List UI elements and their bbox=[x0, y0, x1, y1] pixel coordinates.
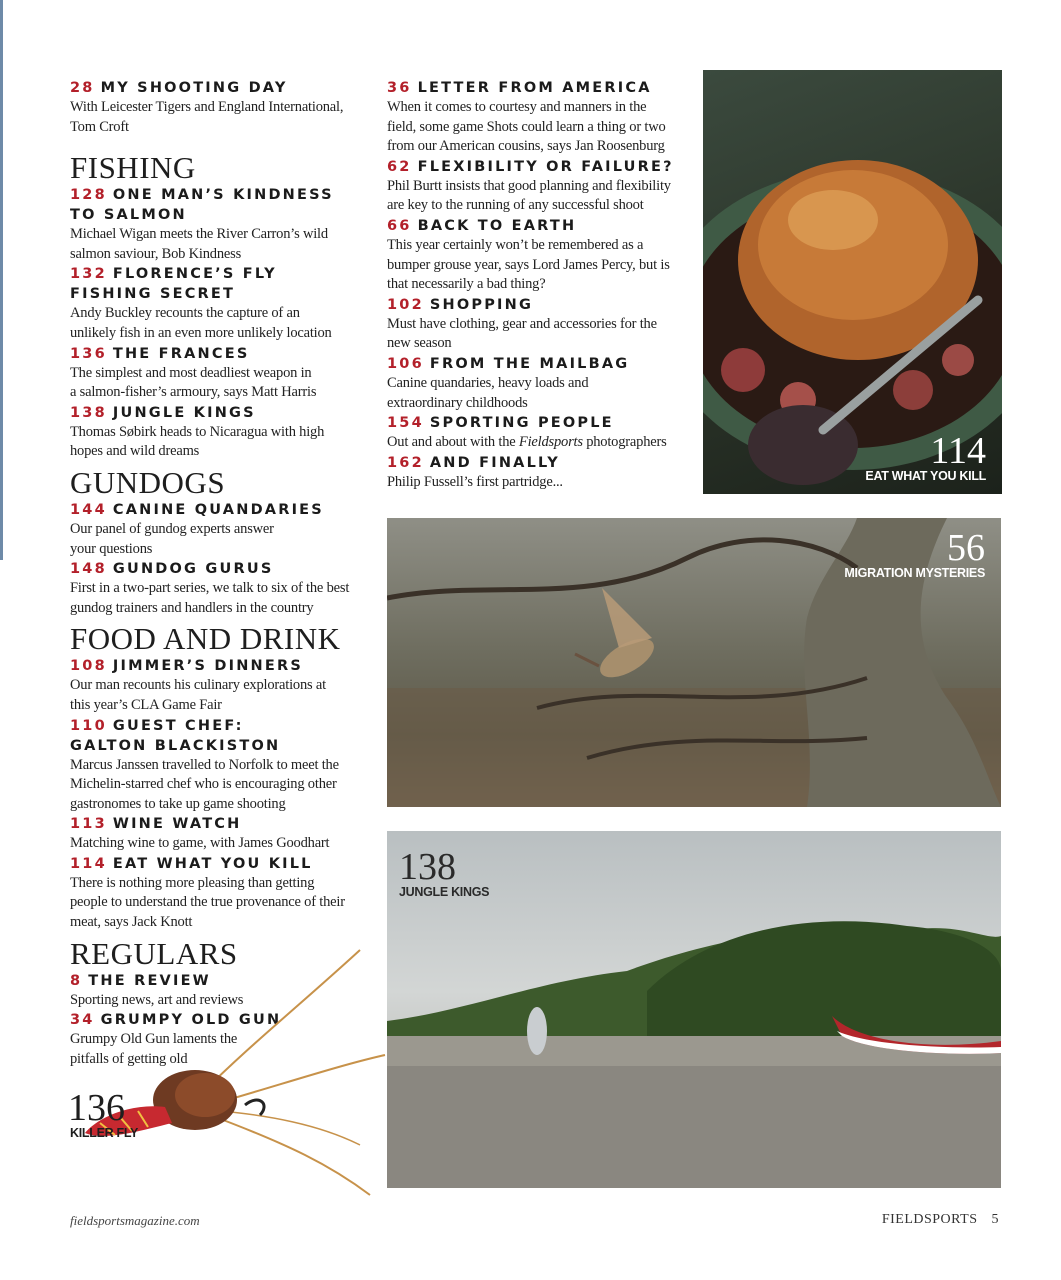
footer-page-number: 5 bbox=[991, 1212, 999, 1227]
entry-page-number: 108 bbox=[70, 658, 107, 675]
entry-page-number: 8 bbox=[70, 972, 83, 989]
entry-desc: Marcus Janssen travelled to Norfolk to meet the bbox=[70, 756, 339, 773]
entry-desc: The simplest and most deadliest weapon in bbox=[70, 364, 312, 381]
toc-entry[interactable] bbox=[70, 185, 370, 264]
entry-title: AND FINALLY bbox=[429, 454, 560, 471]
page-spine bbox=[0, 0, 3, 560]
photo-label: EAT WHAT YOU KILL bbox=[865, 469, 986, 483]
toc-entry[interactable] bbox=[70, 403, 370, 462]
killer-fly-feature[interactable] bbox=[60, 945, 390, 1215]
entry-desc: this year’s CLA Game Fair bbox=[70, 696, 222, 713]
entry-desc: This year certainly won’t be remembered as a bbox=[387, 236, 644, 253]
entry-desc: people to understand the true provenance of their bbox=[70, 894, 345, 911]
entry-desc: Matching wine to game, with James Goodhart bbox=[70, 835, 330, 852]
entry-page-number: 36 bbox=[387, 80, 412, 96]
toc-entry[interactable] bbox=[387, 295, 697, 354]
toc-entry[interactable] bbox=[70, 559, 370, 618]
entry-title: GRUMPY OLD GUN bbox=[100, 1012, 282, 1029]
entry-desc: Tom Croft bbox=[70, 118, 129, 135]
entry-title: SPORTING PEOPLE bbox=[429, 415, 614, 432]
entry-desc: Michelin-starred chef who is encouraging other bbox=[70, 776, 337, 793]
entry-desc: There is nothing more pleasing than getting bbox=[70, 874, 315, 891]
entry-page-number: 114 bbox=[70, 855, 107, 872]
photo-caption bbox=[844, 527, 985, 580]
entry-desc: Philip Fussell’s first partridge... bbox=[387, 473, 563, 490]
entry-title: FLEXIBILITY OR FAILURE? bbox=[417, 158, 674, 175]
entry-desc: Michael Wigan meets the River Carron’s wild bbox=[70, 226, 328, 243]
entry-page-number: 66 bbox=[387, 217, 412, 234]
entry-desc: Out and about with the Fieldsports photographers bbox=[387, 434, 667, 451]
entry-title: WINE WATCH bbox=[112, 816, 242, 833]
entry-desc: a salmon-fisher’s armoury, says Matt Harris bbox=[70, 384, 317, 401]
entry-title: FISHING SECRET bbox=[70, 286, 236, 303]
left-column bbox=[70, 78, 370, 1069]
entry-desc: that necessarily a bad thing? bbox=[387, 276, 546, 293]
entry-title: LETTER FROM AMERICA bbox=[417, 80, 652, 96]
entry-page-number: 102 bbox=[387, 296, 424, 313]
woodcock-painting[interactable] bbox=[387, 518, 1001, 807]
entry-desc: gundog trainers and handlers in the country bbox=[70, 599, 314, 616]
entry-title: EAT WHAT YOU KILL bbox=[112, 855, 313, 872]
entry-desc: Grumpy Old Gun laments the bbox=[70, 1031, 238, 1048]
entry-title: JIMMER’S DINNERS bbox=[112, 658, 304, 675]
entry-desc: your questions bbox=[70, 540, 153, 557]
entry-title: SHOPPING bbox=[429, 296, 534, 313]
toc-entry[interactable] bbox=[70, 656, 370, 715]
toc-entry[interactable] bbox=[70, 78, 370, 137]
entry-page-number: 154 bbox=[387, 415, 424, 432]
toc-entry[interactable] bbox=[387, 354, 697, 413]
toc-entry[interactable] bbox=[70, 854, 370, 933]
entry-title: BACK TO EARTH bbox=[417, 217, 577, 234]
photo-caption bbox=[399, 846, 490, 899]
section-heading-food-and-drink: FOOD AND DRINK bbox=[70, 621, 341, 657]
entry-page-number: 62 bbox=[387, 158, 412, 175]
entry-page-number: 110 bbox=[70, 717, 107, 734]
entry-desc: With Leicester Tigers and England International, bbox=[70, 99, 344, 115]
toc-entry[interactable] bbox=[70, 344, 370, 403]
section-heading-fishing: FISHING bbox=[70, 150, 196, 186]
entry-title: MY SHOOTING DAY bbox=[100, 80, 288, 96]
middle-column bbox=[387, 78, 697, 492]
toc-entry[interactable] bbox=[70, 264, 370, 343]
entry-desc: Thomas Søbirk heads to Nicaragua with high bbox=[70, 423, 325, 440]
toc-entry[interactable] bbox=[387, 216, 697, 295]
footer-website[interactable]: fieldsportsmagazine.com bbox=[70, 1213, 200, 1228]
entry-desc: Our man recounts his culinary explorations at bbox=[70, 677, 326, 694]
entry-desc: field, some game Shots could learn a thing or two bbox=[387, 118, 666, 135]
entry-page-number: 28 bbox=[70, 80, 95, 96]
footer-folio bbox=[882, 1212, 999, 1228]
entry-desc: Phil Burtt insists that good planning and flexibility bbox=[387, 177, 671, 194]
entry-title: JUNGLE KINGS bbox=[112, 404, 256, 421]
entry-desc: First in a two-part series, we talk to six of the best bbox=[70, 580, 350, 597]
photo-label: MIGRATION MYSTERIES bbox=[844, 566, 985, 580]
entry-title: GUNDOG GURUS bbox=[112, 561, 274, 578]
entry-desc: Andy Buckley recounts the capture of an bbox=[70, 305, 300, 322]
toc-entry[interactable] bbox=[70, 500, 370, 559]
photo-page-number: 138 bbox=[399, 846, 456, 888]
photo-page-number: 56 bbox=[947, 527, 985, 569]
entry-page-number: 132 bbox=[70, 266, 107, 283]
entry-desc: Our panel of gundog experts answer bbox=[70, 520, 274, 537]
entry-title: GUEST CHEF: bbox=[112, 717, 244, 734]
entry-desc: Sporting news, art and reviews bbox=[70, 991, 244, 1008]
photo-page-number: 114 bbox=[930, 430, 986, 472]
photo-page-number: 136 bbox=[68, 1087, 125, 1129]
section-heading-gundogs: GUNDOGS bbox=[70, 464, 226, 500]
toc-entry[interactable] bbox=[70, 716, 370, 815]
fly-caption bbox=[68, 1087, 139, 1140]
photo-label: JUNGLE KINGS bbox=[399, 885, 490, 899]
photo-label: KILLER FLY bbox=[70, 1126, 139, 1140]
entry-desc: hopes and wild dreams bbox=[70, 443, 200, 460]
entry-title: TO SALMON bbox=[70, 207, 187, 224]
entry-page-number: 113 bbox=[70, 816, 107, 833]
entry-title: THE REVIEW bbox=[88, 972, 211, 989]
river-photo[interactable] bbox=[387, 831, 1001, 1188]
food-photo[interactable] bbox=[703, 70, 1002, 494]
section-heading-regulars: REGULARS bbox=[70, 935, 238, 971]
entry-desc: Must have clothing, gear and accessories for the bbox=[387, 315, 657, 332]
entry-title: CANINE QUANDARIES bbox=[112, 501, 324, 518]
entry-desc: are key to the running of any successful shoot bbox=[387, 197, 644, 214]
entry-desc: salmon saviour, Bob Kindness bbox=[70, 245, 242, 262]
entry-title: FROM THE MAILBAG bbox=[429, 355, 630, 372]
entry-desc: from our American cousins, says Jan Roosenburg bbox=[387, 138, 665, 155]
entry-desc: unlikely fish in an even more unlikely location bbox=[70, 324, 332, 341]
toc-entry[interactable] bbox=[387, 157, 697, 216]
entry-desc: bumper grouse year, says Lord James Percy, but is bbox=[387, 256, 670, 273]
entry-desc: pitfalls of getting old bbox=[70, 1050, 188, 1067]
footer-magazine-name: FIELDSPORTS bbox=[881, 1212, 978, 1227]
photo-caption bbox=[865, 430, 986, 483]
entry-desc: meat, says Jack Knott bbox=[70, 914, 193, 931]
entry-desc: Canine quandaries, heavy loads and bbox=[387, 374, 589, 391]
entry-page-number: 144 bbox=[70, 501, 107, 518]
entry-page-number: 106 bbox=[387, 355, 424, 372]
salmon-fly-illustration bbox=[60, 945, 390, 1215]
entry-page-number: 148 bbox=[70, 561, 107, 578]
entry-desc: new season bbox=[387, 335, 452, 352]
entry-desc: gastronomes to take up game shooting bbox=[70, 795, 286, 812]
entry-title: GALTON BLACKISTON bbox=[70, 737, 281, 754]
entry-page-number: 128 bbox=[70, 187, 107, 204]
entry-page-number: 136 bbox=[70, 345, 107, 362]
entry-page-number: 34 bbox=[70, 1012, 95, 1029]
toc-entry[interactable] bbox=[387, 78, 697, 157]
entry-title: THE FRANCES bbox=[112, 345, 250, 362]
toc-entry[interactable] bbox=[387, 413, 697, 453]
entry-title: ONE MAN’S KINDNESS bbox=[112, 187, 334, 204]
entry-page-number: 138 bbox=[70, 404, 107, 421]
entry-title: FLORENCE’S FLY bbox=[112, 266, 277, 283]
entry-desc: extraordinary childhoods bbox=[387, 394, 528, 411]
entry-page-number: 162 bbox=[387, 454, 424, 471]
entry-desc: When it comes to courtesy and manners in the bbox=[387, 99, 647, 115]
toc-entry[interactable] bbox=[70, 814, 370, 854]
toc-entry[interactable] bbox=[387, 453, 697, 493]
